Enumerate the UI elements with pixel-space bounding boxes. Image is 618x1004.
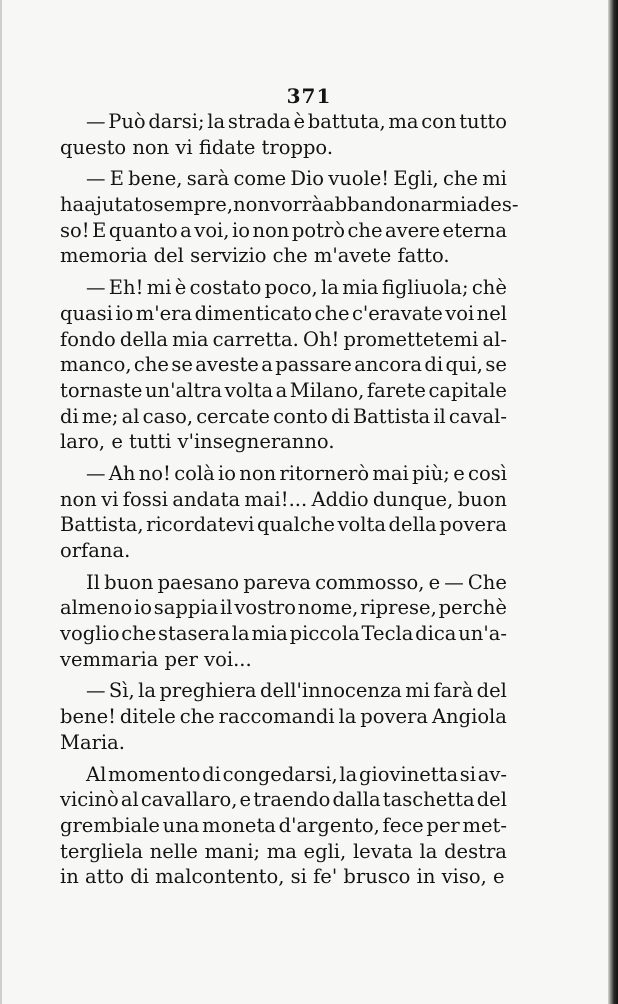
text-line: — E bene, sarà come Dio vuole! Egli, che mi [86, 167, 507, 191]
text-line: bene! ditele che raccomandi la povera Angiola [60, 705, 507, 729]
text-line: — Sì, la preghiera dell'innocenza mi farà del [86, 679, 507, 703]
text-line: tornaste un'altra volta a Milano, farete capitale [60, 378, 507, 402]
text-line: — Eh! mi è costato poco, la mia figliuola; chè [86, 276, 507, 300]
text-line: almeno io sappia il vostro nome, riprese, perchè [60, 596, 507, 620]
body-text [60, 109, 519, 890]
text-line: quasi io m'era dimenticato che c'eravate voi nel [60, 301, 507, 325]
text-line: ha ajutato sempre, non vorrà abbandonarmi ades- [60, 193, 519, 217]
paragraph [60, 109, 507, 160]
text-line: Il buon paesano pareva commosso, e — Che [86, 570, 507, 594]
text-line: — Può darsi; la strada è battuta, ma con tutto [86, 110, 507, 133]
text-line: non vi fossi andata mai!... Addio dunque, buon [60, 487, 507, 511]
text-line: grembiale una moneta d'argento, fece per met- [60, 813, 507, 837]
paragraph [60, 762, 507, 890]
paragraph [60, 678, 507, 755]
text-line: tergliela nelle mani; ma egli, levata la destra [60, 839, 507, 863]
text-line: vicinò al cavallaro, e traendo dalla taschetta del [60, 788, 507, 812]
page-left-edge [0, 0, 2, 1004]
text-line: laro, e tutti v'insegneranno. [60, 430, 335, 454]
page-number: 371 [286, 84, 332, 108]
text-line: memoria del servizio che m'avete fatto. [60, 244, 450, 268]
text-line: in atto di malcontento, si fe' brusco in viso, e [60, 865, 505, 889]
text-line: Al momento di congedarsi, la giovinetta si av- [86, 762, 507, 786]
text-line: vemmaria per voi... [60, 647, 252, 671]
text-line: voglio che stasera la mia piccola Tecla dica un'a- [60, 622, 507, 646]
paragraph [60, 166, 519, 269]
text-line: Maria. [60, 730, 125, 754]
text-line: di me; al caso, cercate conto di Battista il caval- [60, 404, 507, 428]
page-right-edge [608, 0, 618, 1004]
paragraph [60, 461, 507, 564]
text-line: — Ah no! colà io non ritornerò mai più; e così [86, 461, 507, 485]
text-line: orfana. [60, 539, 131, 562]
text-line: so! E quanto a voi, io non potrò che avere eterna [60, 218, 507, 242]
text-line: manco, che se aveste a passare ancora di qui, se [60, 353, 507, 377]
text-line: Battista, ricordatevi qualche volta della povera [60, 513, 507, 537]
text-line: fondo della mia carretta. Oh! promettetemi al- [60, 327, 507, 351]
text-line: questo non vi fidate troppo. [60, 135, 334, 159]
paragraph [60, 570, 507, 673]
paragraph [60, 275, 507, 455]
